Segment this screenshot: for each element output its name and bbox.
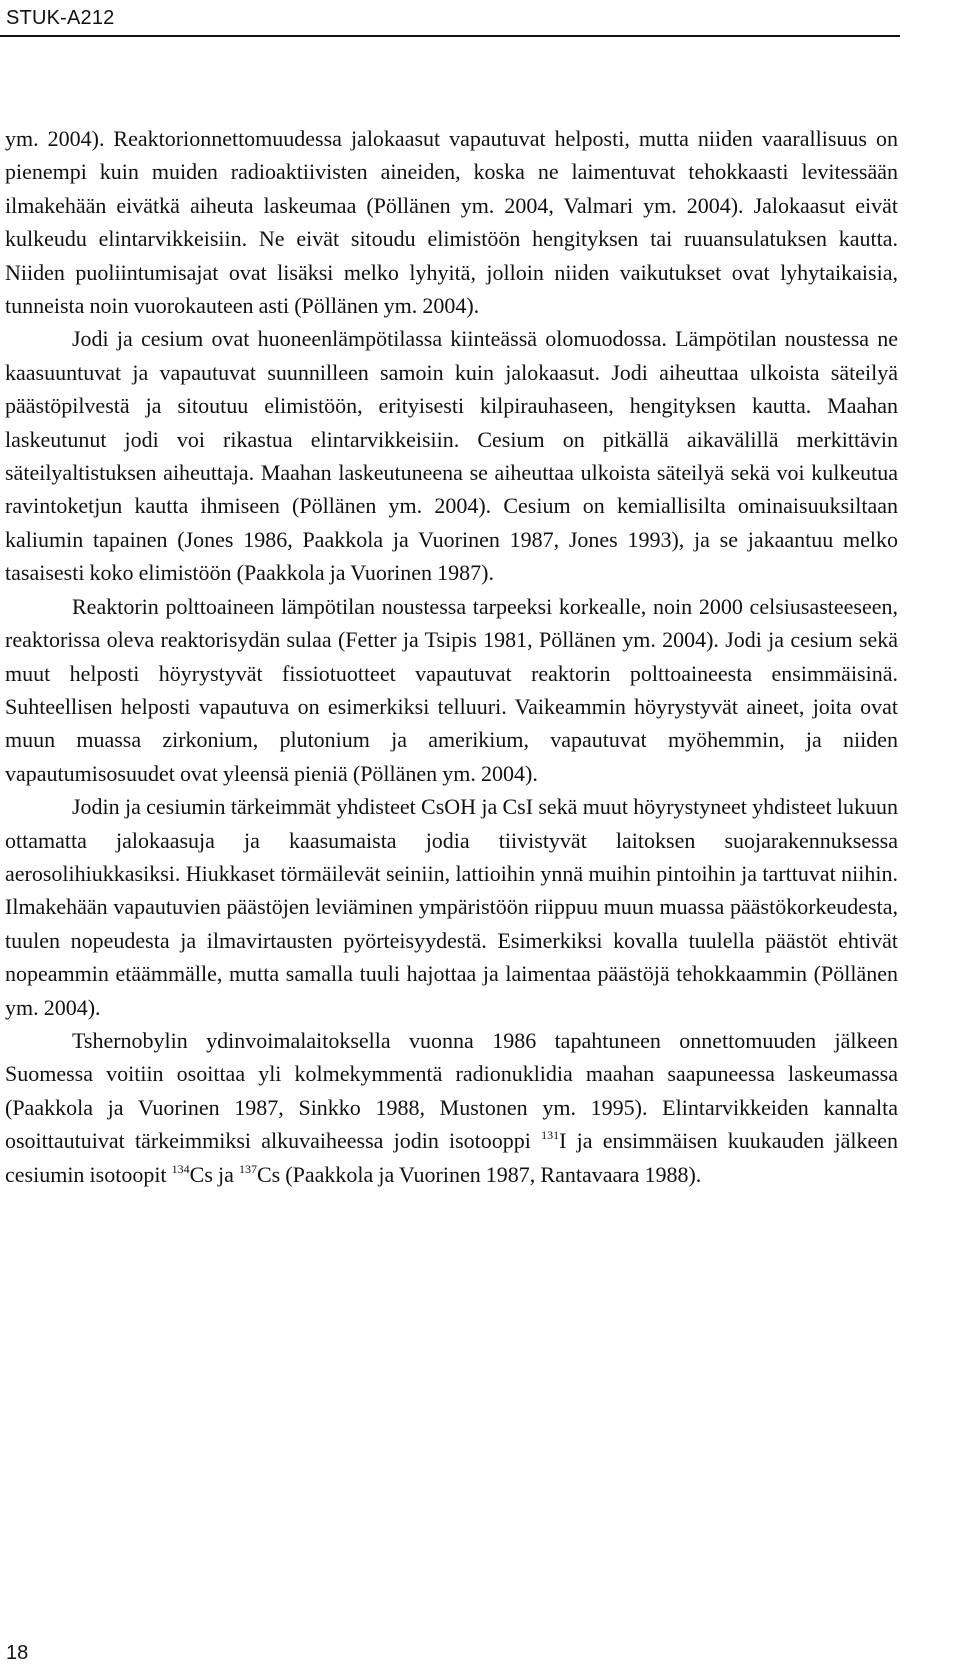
chernobyl-text-part-1: Tshernobylin ydinvoimalaitoksella vuonna 1986 tapahtuneen onnettomuuden jälkeen Suomessa voitiin osoittaa yli kolmekymmentä radionuklidia maahan saapuneessa laskeumassa (Paakkola ja Vuorinen 1987, Sinkko 1988, Mustonen ym. 1995). Elintarvikkeiden kannalta osoittautuivat tärkeimmiksi alkuvaiheessa jodin isotooppi (5, 1027, 898, 1154)
document-body (5, 122, 898, 1191)
chernobyl-text-part-2: I ja ensimmäisen kuukauden jälkeen cesiumin isotoopit (5, 1128, 898, 1187)
paragraph-reactor-fuel: Reaktorin polttoaineen lämpötilan noustessa tarpeeksi korkealle, noin 2000 celsiusasteeseen, reaktorissa oleva reaktorisydän sulaa (Fetter ja Tsipis 1981, Pöllänen ym. 2004). Jodi ja cesium sekä muut helposti höyrystyvät fissiotuotteet vapautuvat reaktorin polttoaineesta ensimmäisinä. Suhteellisen helposti vapautuva on esimerkiksi telluuri. Vaikeammin höyrystyvät aineet, joita ovat muun muassa zirkonium, plutonium ja amerikium, vapautuvat myöhemmin, ja niiden vapautumisosuudet ovat yleensä pieniä (Pöllänen ym. 2004). (5, 593, 898, 786)
chernobyl-text-part-4: Cs (Paakkola ja Vuorinen 1987, Rantavaara 1988). (256, 1161, 702, 1187)
paragraph-iodine-cesium: Jodi ja cesium ovat huoneenlämpötilassa kiinteässä olomuodossa. Lämpötilan noustessa ne kaasuuntuvat ja vapautuvat suunnilleen samoin kuin jalokaasut. Jodi aiheuttaa ulkoista säteilyä päästöpilvestä ja sitoutuu elimistöön, erityisesti kilpirauhaseen, hengityksen kautta. Maahan laskeutunut jodi voi rikastua elintarvikkeisiin. Cesium on pitkällä aikavälillä merkittävin säteilyaltistuksen aiheuttaja. Maahan laskeutuneena se aiheuttaa ulkoista säteilyä sekä voi kulkeutua ravintoketjun kautta ihmiseen (Pöllänen ym. 2004). Cesium on kemiallisilta ominaisuuksiltaan kaliumin tapainen (Jones 1986, Paakkola ja Vuorinen 1987, Jones 1993), ja se jakaantuu melko tasaisesti koko elimistöön (Paakkola ja Vuorinen 1987). (5, 326, 898, 586)
page-number: 18 (6, 1642, 29, 1664)
paragraph-aerosols: Jodin ja cesiumin tärkeimmät yhdisteet CsOH ja CsI sekä muut höyrystyneet yhdisteet lukuun ottamatta jalokaasuja ja kaasumaista jodia tiivistyvät laitoksen suojarakennuksessa aerosolihiukkasiksi. Hiukkaset törmäilevät seiniin, lattioihin ynnä muihin pintoihin ja tarttuvat niihin. Ilmakehään vapautuvien päästöjen leviäminen ympäristöön riippuu muun muassa päästökorkeudesta, tuulen nopeudesta ja ilmavirtausten pyörteisyydestä. Esimerkiksi kovalla tuulella päästöt ehtivät nopeammin etäämmälle, mutta samalla tuuli hajottaa ja laimentaa päästöjä tehokkaammin (Pöllänen ym. 2004). (5, 794, 898, 1020)
report-series-header: STUK-A212 (6, 7, 115, 29)
chernobyl-text-part-3: Cs ja (189, 1161, 239, 1187)
paragraph-chernobyl (5, 1024, 898, 1191)
paragraph-noble-gases: ym. 2004). Reaktorionnettomuudessa jalokaasut vapautuvat helposti, mutta niiden vaarallisuus on pienempi kuin muiden radioaktiivisten aineiden, koska ne laimentuvat tehokkaasti levitessään ilmakehään eivätkä aiheuta laskeumaa (Pöllänen ym. 2004, Valmari ym. 2004). Jalokaasut eivät kulkeudu elintarvikkeisiin. Ne eivät sitoudu elimistöön hengityksen tai ruuansulatuksen kautta. Niiden puoliintumisajat ovat lisäksi melko lyhyitä, jolloin niiden vaikutukset ovat lyhytaikaisia, tunneista noin vuorokauteen asti (Pöllänen ym. 2004). (5, 126, 898, 319)
iodine-mass-number: 131 (541, 1128, 560, 1143)
header-divider (0, 35, 900, 37)
cesium-134-mass-number: 134 (171, 1161, 190, 1176)
cesium-137-mass-number: 137 (238, 1161, 257, 1176)
